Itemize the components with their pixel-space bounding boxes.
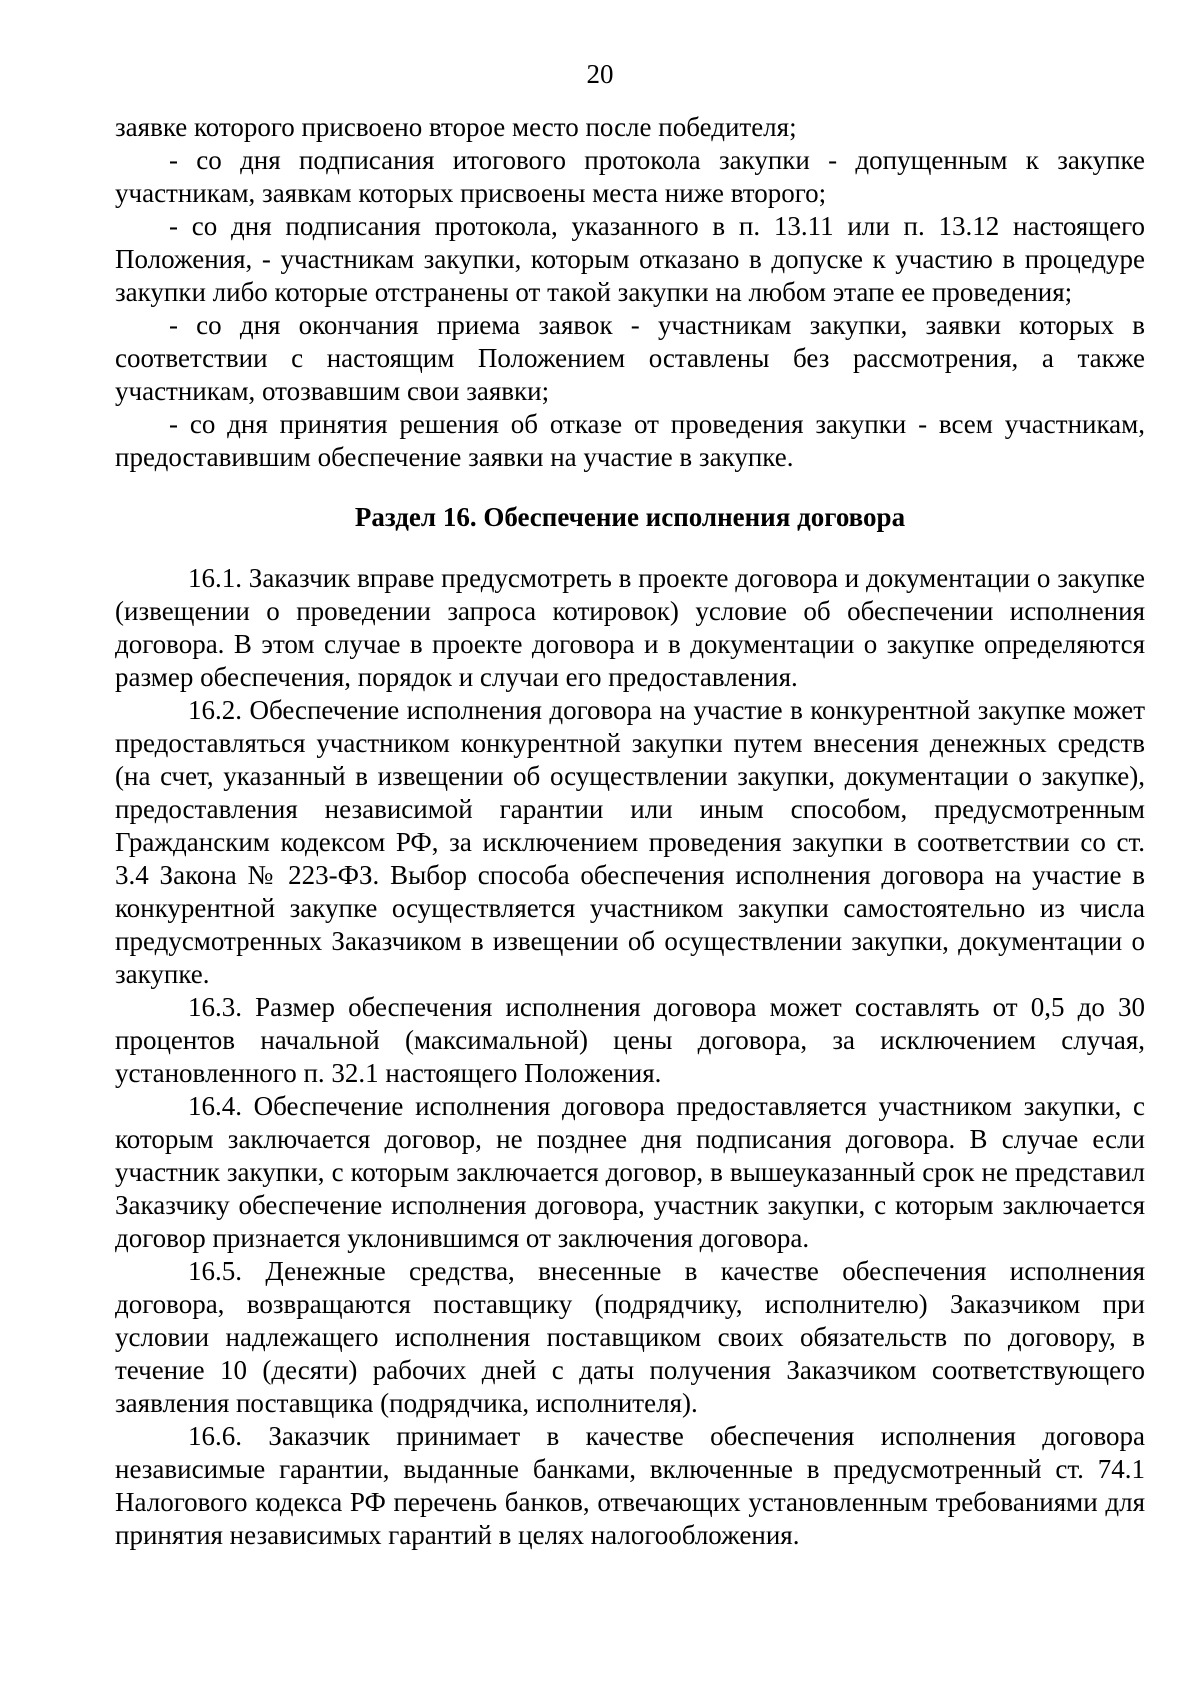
clause-16-6: 16.6. Заказчик принимает в качестве обеспечения исполнения договора независимые гарантии, выданные банками, включенные в предусмотренный ст. 74.1 Налогового кодекса РФ перечень банков, отвечающих установленным требованиями для принятия независимых гарантий в целях налогообложения. — [115, 1421, 1145, 1550]
clause-16-2: 16.2. Обеспечение исполнения договора на участие в конкурентной закупке может предоставляться участником конкурентной закупки путем внесения денежных средств (на счет, указанный в извещении об осуществлении закупки, документации о закупке), предоставления независимой гарантии или иным способом, предусмотренным Гражданским кодексом РФ, за исключением проведения закупки в соответствии со ст. 3.4 Закона № 223-ФЗ. Выбор способа обеспечения исполнения договора на участие в конкурентной закупке осуществляется участником закупки самостоятельно из числа предусмотренных Заказчиком в извещении об осуществлении закупки, документации о закупке. — [115, 695, 1145, 989]
document-body — [115, 111, 1145, 1552]
continuation-paragraph: заявке которого присвоено второе место после победителя; — [115, 112, 797, 142]
clause-16-3: 16.3. Размер обеспечения исполнения договора может составлять от 0,5 до 30 процентов начальной (максимальной) цены договора, за исключением случая, установленного п. 32.1 настоящего Положения. — [115, 992, 1145, 1088]
page-number: 20 — [586, 59, 614, 89]
list-item-paragraph: - со дня подписания протокола, указанного в п. 13.11 или п. 13.12 настоящего Положения, - участникам закупки, которым отказано в допуске к участию в процедуре закупки либо которые отстранены от такой закупки на любом этапе ее проведения; — [115, 211, 1145, 307]
clause-16-5: 16.5. Денежные средства, внесенные в качестве обеспечения исполнения договора, возвращаются поставщику (подрядчику, исполнителю) Заказчиком при условии надлежащего исполнения поставщиком своих обязательств по договору, в течение 10 (десяти) рабочих дней с даты получения Заказчиком соответствующего заявления поставщика (подрядчика, исполнителя). — [115, 1256, 1145, 1418]
clause-16-4: 16.4. Обеспечение исполнения договора предоставляется участником закупки, с которым заключается договор, не позднее дня подписания договора. В случае если участник закупки, с которым заключается договор, в вышеуказанный срок не представил Заказчику обеспечение исполнения договора, участник закупки, с которым заключается договор признается уклонившимся от заключения договора. — [115, 1091, 1145, 1253]
clause-16-1: 16.1. Заказчик вправе предусмотреть в проекте договора и документации о закупке (извещении о проведении запроса котировок) условие об обеспечении исполнения договора. В этом случае в проекте договора и в документации о закупке определяются размер обеспечения, порядок и случаи его предоставления. — [115, 563, 1145, 692]
section-heading: Раздел 16. Обеспечение исполнения договора — [354, 502, 906, 532]
list-item-paragraph: - со дня окончания приема заявок - участникам закупки, заявки которых в соответствии с настоящим Положением оставлены без рассмотрения, а также участникам, отозвавшим свои заявки; — [115, 310, 1145, 406]
list-item-paragraph: - со дня подписания итогового протокола закупки - допущенным к закупке участникам, заявкам которых присвоены места ниже второго; — [115, 145, 1145, 208]
list-item-paragraph: - со дня принятия решения об отказе от проведения закупки - всем участникам, предоставившим обеспечение заявки на участие в закупке. — [115, 409, 1145, 472]
